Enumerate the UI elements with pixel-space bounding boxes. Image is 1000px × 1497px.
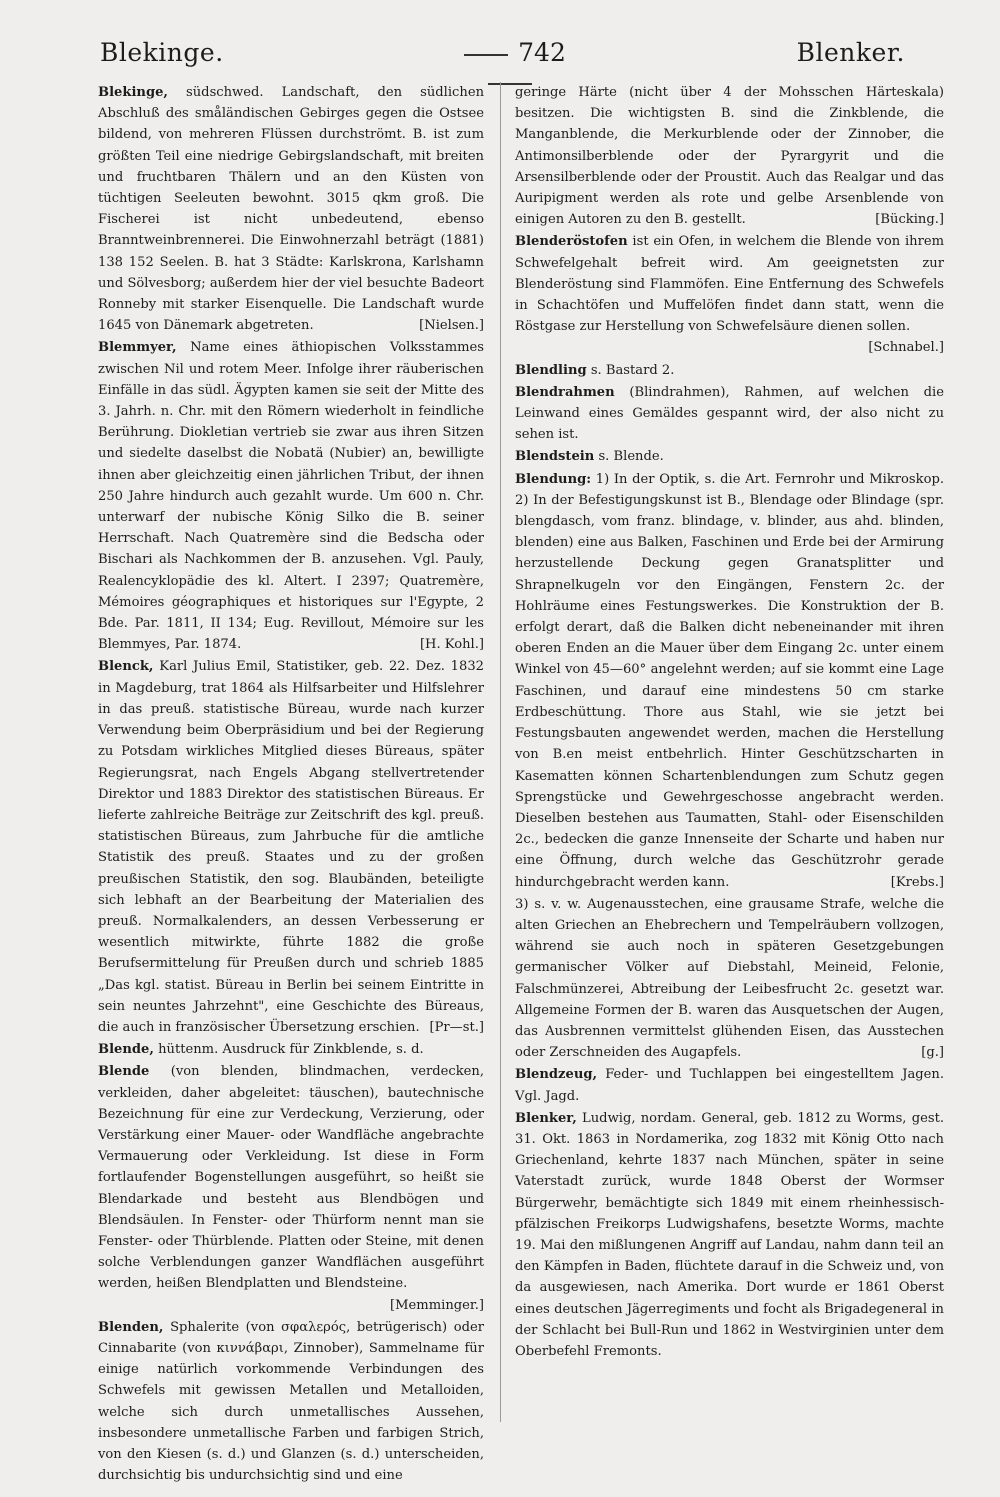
entry-text: südschwed. Landschaft, den südlichen Abschluß des småländischen Gebirges gegen die Ostsee bildend, von mehreren Flüssen durchströmt. B. ist zum größten Teil eine niedrige Gebirgslandschaft, mit breiten und fruchtbaren Thälern und an den Küsten von tüchtigen Seeleuten bewohnt. 3015 qkm groß. Die Fischerei ist nicht unbedeutend, ebenso Branntweinbrennerei. Die Einwohnerzahl beträgt (1881) 138 152 Seelen. B. hat 3 Städte: Karlskrona, Karlshamn und Sölvesborg; außerdem hier der viel besuchte Badeort Ronneby mit starker Eisenquelle. Die Landschaft wurde 1645 von Dänemark abgetreten. — [98, 85, 484, 334]
headword: Blendung: — [515, 471, 592, 487]
headword: Blendstein — [515, 449, 595, 465]
page-number-text: 742 — [518, 38, 566, 67]
article-entry — [98, 1061, 484, 1315]
article-entry — [98, 1039, 484, 1060]
article-entry — [515, 1108, 944, 1362]
header-right-catchword: Blenker. — [796, 38, 905, 67]
entry-text: Ludwig, nordam. General, geb. 1812 zu Worms, gest. 31. Okt. 1863 in Nordamerika, zog 1832 mit König Otto nach Griechenland, kehrte 1837 nach München, später in seine Vaterstadt zurück, wurde 1848 Oberst der Wormser Bürgerwehr, bemächtigte sich 1849 mit einem rheinhessisch-pfälzischen Freikorps Ludwigshafens, besetzte Worms, machte 19. Mai den mißlungenen Angriff auf Landau, nahm dann teil an den Kämpfen in Baden, flüchtete darauf in die Schweiz und, von da ausgewiesen, nach Amerika. Dort wurde er 1861 Oberst eines deutschen Jägerregiments und focht als Brigadegeneral in der Schlacht bei Bull-Run und 1862 in Westvirginien unter dem Oberbefehl Fremonts. — [515, 1110, 944, 1359]
article-entry — [515, 231, 944, 358]
running-header — [0, 0, 1000, 70]
entry-text: Feder- und Tuchlappen bei eingestelltem Jagen. Vgl. Jagd. — [515, 1067, 944, 1104]
entry-text: geringe Härte (nicht über 4 der Mohsschen Härteskala) besitzen. Die wichtigsten B. sind die Zinkblende, die Manganblende, die Merkurblende oder der Zinnober, die Antimonsilberblende oder der Pyrargyrit und die Arsensilberblende oder der Proustit. Auch das Realgar und das Auripigment werden als rote und gelbe Arsenblende von einigen Autoren zu den B. gestellt. — [515, 85, 944, 228]
headword: Blenck, — [98, 659, 154, 675]
headword: Blenderöstofen — [515, 234, 628, 250]
entry-text: s. Blende. — [594, 449, 664, 465]
author-signature: [Pr—st.] — [429, 1019, 484, 1035]
article-entry — [98, 1317, 484, 1487]
headword: Blenker, — [515, 1110, 577, 1126]
author-signature: [H. Kohl.] — [419, 637, 484, 653]
author-signature: [Memminger.] — [390, 1297, 484, 1313]
article-entry — [515, 1064, 944, 1106]
entry-text: Sphalerite (von σφαλερός, betrügerisch) oder Cinnabarite (von κιννάβαρι, Zinnober), Sammelname für einige natürlich vorkommende Verbindungen des Schwefels mit gewissen Metallen und Metalloiden, welche sich durch unmetallisches Aussehen, insbesondere unmetallische Farben und farbigen Strich, von den Kiesen (s. d.) und Glanzen (s. d.) unterscheiden, durchsichtig bis undurchsichtig sind und eine — [98, 1319, 484, 1484]
header-left-catchword: Blekinge. — [100, 38, 224, 67]
headword: Blende — [98, 1064, 150, 1080]
article-entry — [98, 656, 484, 1038]
author-signature: [Bücking.] — [875, 212, 944, 228]
author-signature: [g.] — [921, 1045, 944, 1061]
entry-text: 1) In der Optik, s. die Art. Fernrohr und Mikroskop. 2) In der Befestigungskunst ist B., Blendage oder Blindage (spr. blengdasch, vom franz. blindage, v. blinder, aus ahd. blinden, blenden) eine aus Balken, Faschinen und Erde bei der Armirung herzustellende Deckung gegen Granatsplitter und Shrapnelkugeln vor den Eingängen, Fenstern 2c. der Hohlräume eines Festungswerkes. Die Konstruktion der B. erfolgt derart, daß die Balken dicht nebeneinander mit ihren oberen Enden an die Mauer über dem Eingang 2c. unter einem Winkel von 45—60° angelehnt werden; auf sie kommt eine Lage Faschinen, und darauf eine mindestens 50 cm starke Erdbeschüttung. Thore aus Stahl, wie sie jetzt bei Festungsbauten angewendet werden, machen die Herstellung von B.en meist entbehrlich. Hinter Geschützscharten in Kasematten können Schartenblendungen zum Schutz gegen Sprengstücke und Gewehrgeschosse angebracht werden. Dieselben bestehen aus Taumatten, Stahl- oder Eisenschilden 2c., bedecken die ganze Innenseite der Scharte und haben nur eine Öffnung, durch welche das Geschützrohr gerade hindurchgebracht werden kann. — [515, 471, 944, 890]
entry-text: Name eines äthiopischen Volksstammes zwischen Nil und rotem Meer. Infolge ihrer räuberischen Einfälle in das südl. Ägypten kamen sie seit der Mitte des 3. Jahrh. n. Chr. mit den Römern wiederholt in feindliche Berührung. Diokletian vertrieb sie zwar aus ihren Sitzen und siedelte daselbst die Nobatä (Nubier) an, bewilligte ihnen aber gleichzeitig einen jährlichen Tribut, der ihnen 250 Jahre hindurch auch gezahlt wurde. Um 600 n. Chr. unterwarf der nubische König Silko die B. seiner Herrschaft. Nach Quatremère sind die Bedscha oder Bischari als Nachkommen der B. anzusehen. Vgl. Pauly, Realencyklopädie des kl. Altert. I 2397; Quatremère, Mémoires géographiques et historiques sur l'Egypte, 2 Bde. Par. 1811, II 134; Eug. Revillout, Mémoire sur les Blemmyes, Par. 1874. — [98, 340, 484, 653]
article-entry — [515, 446, 944, 467]
entry-text: s. Bastard 2. — [586, 362, 675, 378]
entry-text: (von blenden, blindmachen, verdecken, verkleiden, daher abgeleitet: täuschen), bautechnische Bezeichnung für eine zur Verdeckung, Verzierung, oder Verstärkung einer Mauer- oder Wandfläche angebrachte Vermauerung oder Verkleidung. Ist diese in Form fortlaufender Bogenstellungen ausgeführt, so heißt sie Blendarkade und besteht aus Blendbögen und Blendsäulen. In Fenster- oder Thürform nennt man sie Fenster- oder Thürblende. Platten oder Steine, mit denen solche Verblendungen ganzer Wandflächen ausgeführt werden, heißen Blendplatten und Blendsteine. — [98, 1064, 484, 1292]
headword: Blenden, — [98, 1319, 164, 1335]
column-divider — [500, 82, 501, 1422]
left-column — [98, 82, 484, 1487]
entry-text: hüttenm. Ausdruck für Zinkblende, s. d. — [153, 1042, 424, 1058]
article-entry — [98, 82, 484, 336]
author-signature: [Krebs.] — [890, 874, 944, 890]
headword: Blendzeug, — [515, 1067, 598, 1083]
headword: Blekinge, — [98, 85, 168, 100]
author-signature: [Schnabel.] — [868, 340, 944, 356]
article-entry — [515, 360, 944, 381]
headword: Blende, — [98, 1042, 154, 1058]
headword: Blendling — [515, 362, 587, 378]
entry-text: 3) s. v. w. Augenausstechen, eine grausame Strafe, welche die alten Griechen an Ehebrechern und Tempelräubern vollzogen, während sie auch noch in späteren Gesetzgebungen germanischer Völker auf Diebstahl, Meineid, Felonie, Falschmünzerei, Abtreibung der Leibesfrucht 2c. gesetzt war. Allgemeine Formen der B. waren das Ausquetschen der Augen, das Ausbrennen vermittelst glühenden Eisen, das Ausstechen oder Zerschneiden des Augapfels. — [515, 896, 944, 1061]
article-entry — [515, 382, 944, 446]
right-column — [515, 82, 944, 1363]
article-entry — [515, 469, 944, 893]
headword: Blemmyer, — [98, 340, 177, 356]
headword: Blendrahmen — [515, 384, 615, 400]
author-signature: [Nielsen.] — [419, 318, 484, 334]
entry-text: (Blindrahmen), Rahmen, auf welchen die Leinwand eines Gemäldes gespannt wird, der also nicht zu sehen ist. — [515, 384, 944, 443]
article-entry — [515, 82, 944, 230]
header-dash-left — [464, 54, 508, 56]
entry-text: ist ein Ofen, in welchem die Blende von ihrem Schwefelgehalt befreit wird. Am geeignetsten zur Blenderöstung sind Flammöfen. Eine Entfernung des Schwefels in Schachtöfen und Muffelöfen findet dann statt, wenn die Röstgase zur Herstellung von Schwefelsäure dienen sollen. — [515, 234, 944, 335]
article-entry — [98, 337, 484, 655]
entry-text: Karl Julius Emil, Statistiker, geb. 22. Dez. 1832 in Magdeburg, trat 1864 als Hilfsarbeiter und Hilfslehrer in das preuß. statistische Büreau, wurde nach kurzer Verwendung beim Oberpräsidium und bei der Regierung zu Potsdam wirkliches Mitglied dieses Büreaus, später Regierungsrat, nach Engels Abgang stellvertretender Direktor und 1883 Direktor des statistischen Büreaus. Er lieferte zahlreiche Beiträge zur Zeitschrift des kgl. preuß. statistischen Büreaus, zum Jahrbuche für die amtliche Statistik des preuß. Staates und zu der großen preußischen Statistik, den sog. Blaubänden, beteiligte sich lebhaft an der Bearbeitung der Materialien des preuß. Normalkalenders, an dessen Verbesserung er wesentlich mitwirkte, führte 1882 die große Berufsermittelung für Preußen durch und schrieb 1885 „Das kgl. statist. Büreau in Berlin bei seinem Eintritte in sein neuntes Jahrzehnt", eine Geschichte des Büreaus, die auch in französischer Übersetzung erschien. — [98, 659, 484, 1035]
article-entry — [515, 894, 944, 1064]
